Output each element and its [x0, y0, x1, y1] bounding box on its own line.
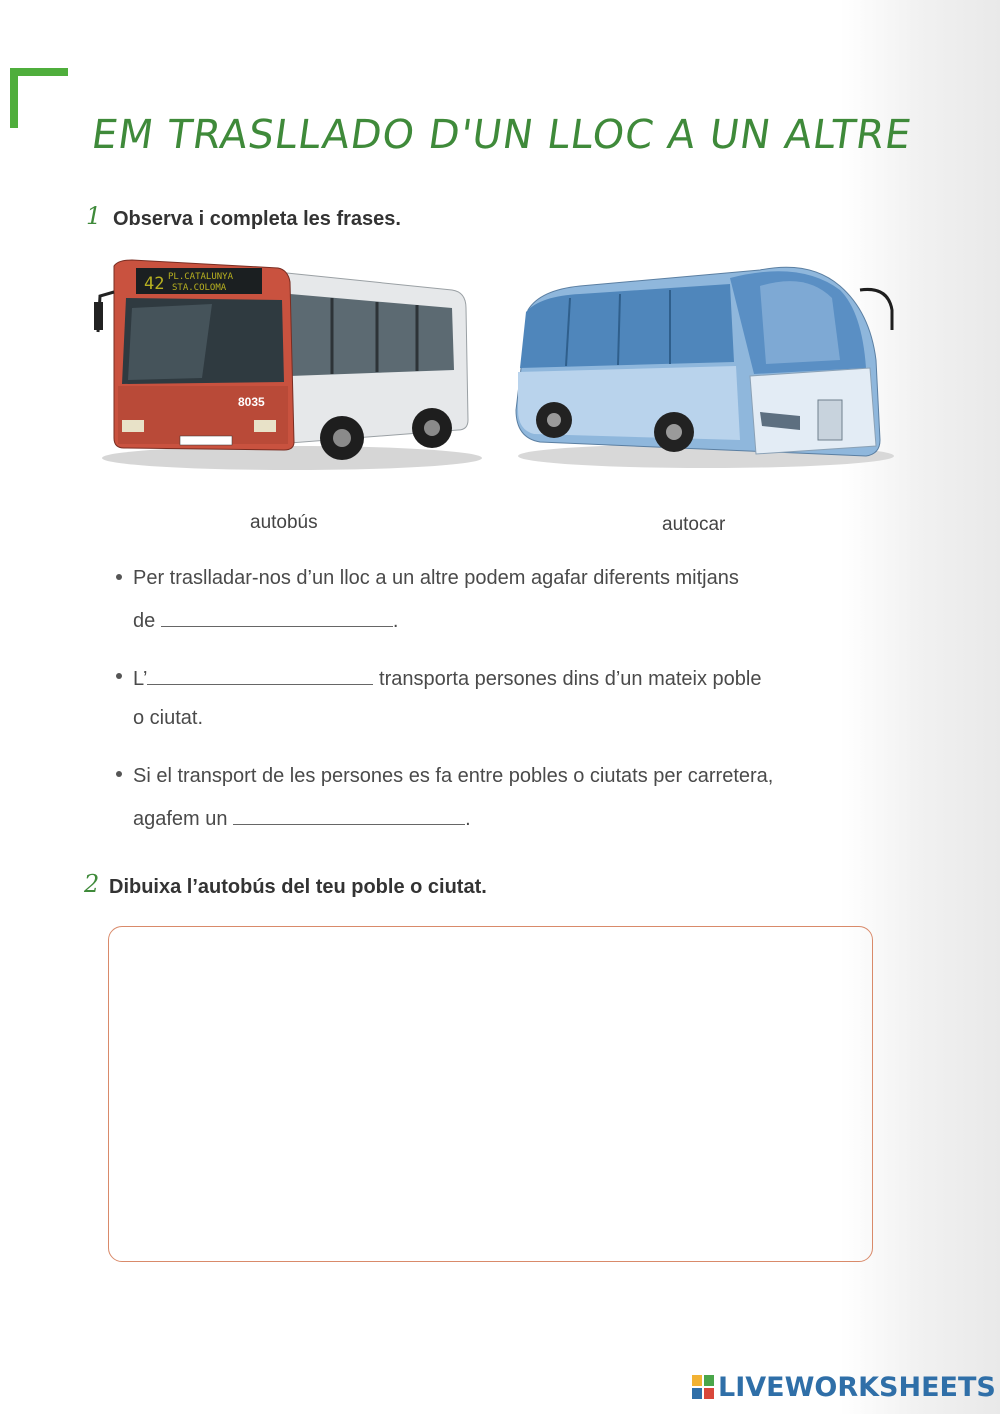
answer-blank-2[interactable]	[147, 666, 373, 685]
answer-blank-3[interactable]	[233, 806, 465, 825]
bus-destination-2: STA.COLOMA	[172, 283, 227, 293]
bus-route-number: 42	[144, 274, 165, 294]
corner-mark-icon	[10, 68, 68, 128]
city-bus-photo	[92, 252, 482, 474]
sentence-2-line-1	[133, 666, 761, 691]
sentence-3-line-2	[133, 806, 471, 831]
sentence-1-line-2	[133, 608, 398, 633]
footer-brand-text: LIVEWORKSHEETS	[718, 1371, 996, 1403]
sentence-1-suffix: .	[392, 610, 399, 632]
exercise-2-number: 2	[84, 870, 100, 898]
sentence-1-line-1: Per traslladar-nos d’un lloc a un altre podem agafar diferents mitjans	[133, 567, 739, 589]
exercise-1-number: 1	[86, 202, 102, 230]
sentence-2-suffix: transporta persones dins d’un mateix poble	[379, 668, 762, 690]
page-title: EM TRASLLADO D'UN LLOC A UN ALTRE	[88, 112, 915, 158]
drawing-area[interactable]	[108, 926, 873, 1262]
sentence-3-prefix: agafem un	[133, 808, 228, 830]
exercise-2-instruction: Dibuixa l’autobús del teu poble o ciutat.	[109, 876, 487, 898]
sentence-3-line-1: Si el transport de les persones es fa entre pobles o ciutats per carretera,	[133, 765, 774, 787]
caption-autobus: autobús	[250, 512, 318, 533]
answer-blank-1[interactable]	[161, 608, 393, 627]
sentence-2-prefix: L’	[133, 668, 148, 690]
bullet-icon	[116, 574, 122, 580]
sentence-2-line-2: o ciutat.	[133, 707, 204, 729]
bullet-icon	[116, 771, 122, 777]
bullet-icon	[116, 673, 122, 679]
footer-brand	[692, 1372, 996, 1402]
sentence-3-suffix: .	[465, 808, 471, 830]
bus-destination-1: PL.CATALUNYA	[168, 272, 234, 282]
exercise-1-instruction: Observa i completa les frases.	[113, 208, 401, 230]
liveworksheets-logo-icon	[692, 1375, 714, 1399]
sentence-1-prefix: de	[133, 610, 156, 632]
coach-photo	[510, 250, 902, 470]
caption-autocar: autocar	[662, 514, 726, 535]
bus-fleet-number: 8035	[238, 395, 265, 409]
